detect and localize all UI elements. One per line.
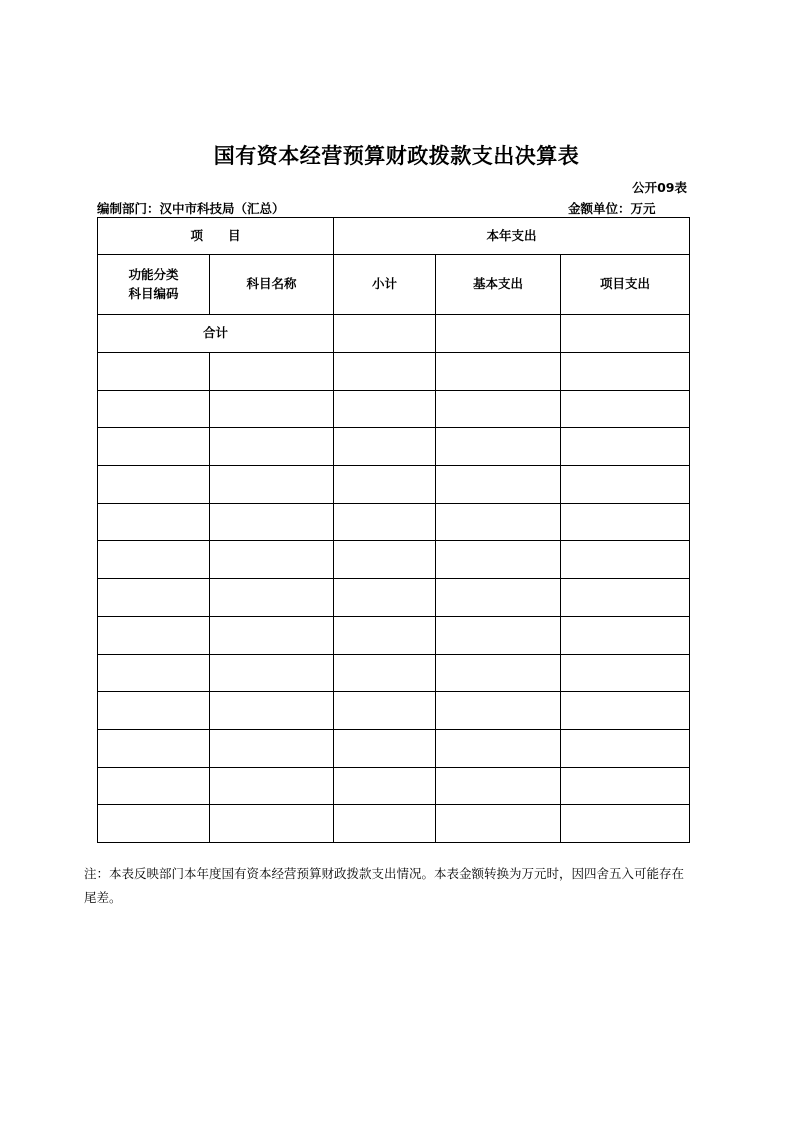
cell-function-code [98, 767, 210, 805]
total-row [98, 315, 690, 353]
cell-function-code [98, 503, 210, 541]
cell-subtotal [334, 767, 436, 805]
department-label: 编制部门：汉中市科技局（汇总） [97, 201, 285, 216]
cell-function-code [98, 729, 210, 767]
cell-subject-name [210, 390, 334, 428]
cell-function-code [98, 541, 210, 579]
cell-project [561, 353, 690, 391]
cell-subtotal [334, 503, 436, 541]
table-row [98, 805, 690, 843]
header-year-expenditure: 本年支出 [334, 218, 690, 255]
cell-project [561, 654, 690, 692]
cell-subject-name [210, 729, 334, 767]
cell-subtotal [334, 353, 436, 391]
cell-basic [436, 390, 561, 428]
cell-subject-name [210, 767, 334, 805]
col-function-code: 功能分类 科目编码 [98, 255, 210, 315]
cell-subtotal [334, 579, 436, 617]
cell-subject-name [210, 541, 334, 579]
header-item: 项 目 [98, 218, 334, 255]
cell-basic [436, 466, 561, 504]
cell-subject-name [210, 654, 334, 692]
cell-subject-name [210, 353, 334, 391]
cell-project [561, 805, 690, 843]
cell-project [561, 541, 690, 579]
cell-function-code [98, 654, 210, 692]
table-row [98, 353, 690, 391]
col-project-expenditure: 项目支出 [561, 255, 690, 315]
cell-basic [436, 616, 561, 654]
cell-project [561, 767, 690, 805]
cell-basic [436, 503, 561, 541]
cell-subtotal [334, 729, 436, 767]
table-row [98, 466, 690, 504]
total-basic-cell [436, 315, 561, 353]
cell-subtotal [334, 390, 436, 428]
cell-function-code [98, 579, 210, 617]
cell-subject-name [210, 466, 334, 504]
total-subtotal-cell [334, 315, 436, 353]
cell-basic [436, 541, 561, 579]
cell-function-code [98, 692, 210, 730]
cell-project [561, 503, 690, 541]
cell-subject-name [210, 616, 334, 654]
cell-basic [436, 428, 561, 466]
cell-subtotal [334, 616, 436, 654]
cell-project [561, 466, 690, 504]
cell-basic [436, 654, 561, 692]
amount-unit-label: 金额单位：万元 [568, 201, 656, 216]
table-row [98, 692, 690, 730]
form-code: 公开09表 [632, 180, 687, 195]
cell-project [561, 428, 690, 466]
cell-project [561, 616, 690, 654]
cell-basic [436, 767, 561, 805]
cell-project [561, 579, 690, 617]
table-row [98, 616, 690, 654]
cell-function-code [98, 390, 210, 428]
cell-function-code [98, 616, 210, 654]
cell-basic [436, 729, 561, 767]
cell-subtotal [334, 466, 436, 504]
cell-project [561, 390, 690, 428]
col-subtotal: 小计 [334, 255, 436, 315]
cell-project [561, 729, 690, 767]
cell-subject-name [210, 428, 334, 466]
page-title: 国有资本经营预算财政拨款支出决算表 [213, 144, 580, 168]
cell-project [561, 692, 690, 730]
cell-subject-name [210, 579, 334, 617]
cell-subtotal [334, 428, 436, 466]
cell-function-code [98, 353, 210, 391]
expenditure-table [97, 217, 690, 843]
cell-subject-name [210, 503, 334, 541]
footnote: 注：本表反映部门本年度国有资本经营预算财政拨款支出情况。本表金额转换为万元时，因四舍五入可能存在尾差。 [84, 866, 685, 905]
cell-basic [436, 692, 561, 730]
cell-subtotal [334, 541, 436, 579]
table-row [98, 767, 690, 805]
cell-subject-name [210, 805, 334, 843]
total-project-cell [561, 315, 690, 353]
table-row [98, 503, 690, 541]
table-row [98, 729, 690, 767]
col-subject-name: 科目名称 [210, 255, 334, 315]
col-basic-expenditure: 基本支出 [436, 255, 561, 315]
total-label: 合计 [98, 315, 334, 353]
table-header-row [98, 218, 690, 255]
cell-function-code [98, 805, 210, 843]
cell-function-code [98, 428, 210, 466]
cell-basic [436, 805, 561, 843]
cell-function-code [98, 466, 210, 504]
table-row [98, 579, 690, 617]
table-row [98, 390, 690, 428]
cell-basic [436, 353, 561, 391]
cell-subtotal [334, 805, 436, 843]
table-row [98, 541, 690, 579]
cell-subtotal [334, 692, 436, 730]
cell-subtotal [334, 654, 436, 692]
table-subheader-row [98, 255, 690, 315]
table-row [98, 654, 690, 692]
table-row [98, 428, 690, 466]
cell-subject-name [210, 692, 334, 730]
cell-basic [436, 579, 561, 617]
